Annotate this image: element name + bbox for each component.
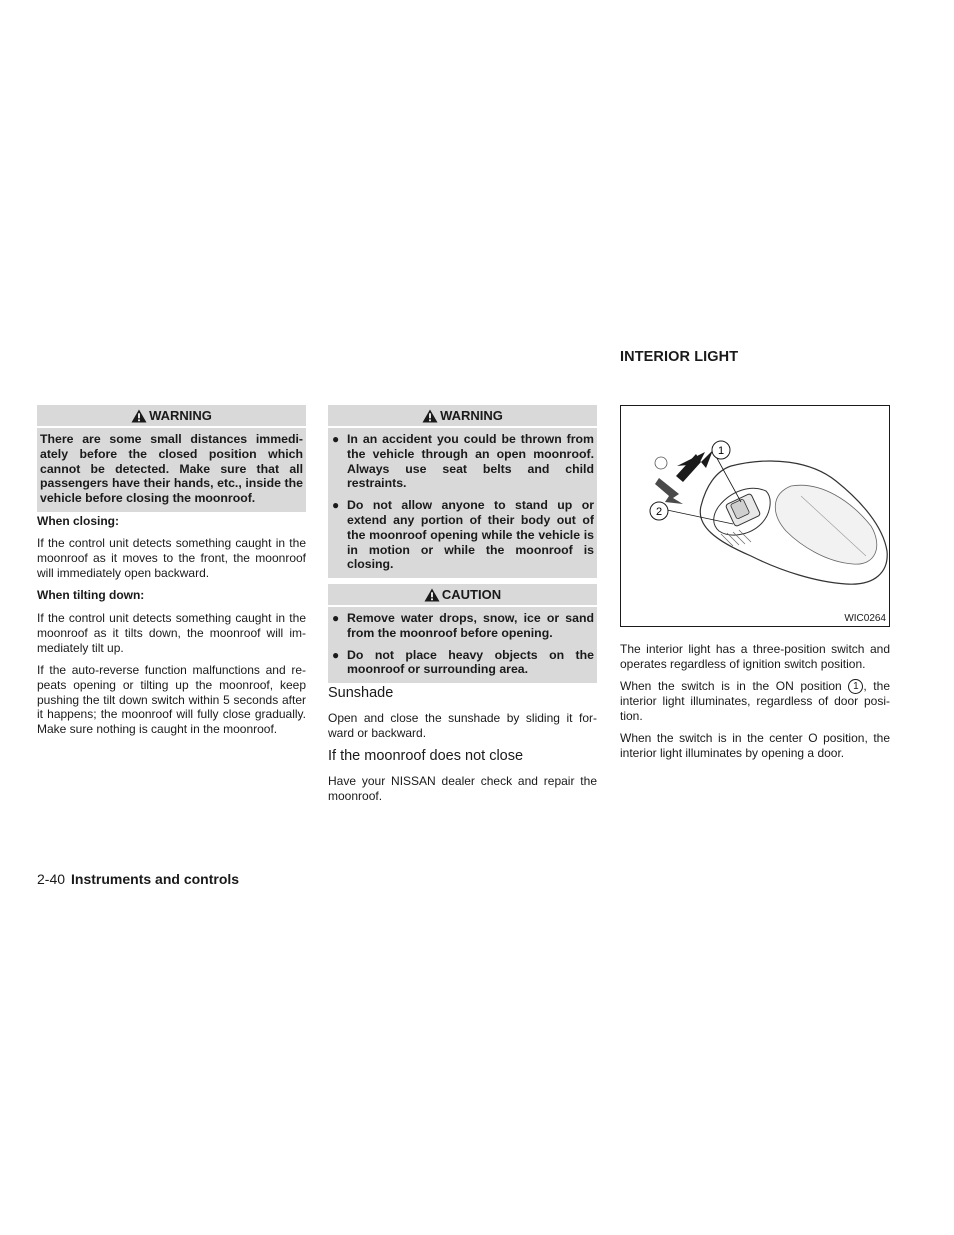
warning-item-text: Do not allow anyone to stand up or extend any portion of their body out of the moonroof opening while the vehicle is in motion or while the moonroof is closing.	[347, 498, 594, 572]
warning-box-accident	[328, 405, 597, 578]
para2-after: , the interior light illuminates, regardless of door posi-tion.	[620, 679, 890, 724]
interior-light-diagram	[621, 406, 889, 626]
interior-light-figure	[620, 405, 890, 627]
when-closing-text: If the control unit detects something caught in the moonroof as it moves to the front, the moonroof will immediately open backward.	[37, 536, 306, 580]
warning-header	[328, 405, 597, 428]
warning-text: There are some small distances immedi-ately before the closed position which cannot be detected. Make sure that all passengers have their hands, etc., inside the vehicle before closing the moonroof.	[40, 432, 303, 506]
figure-code: WIC0264	[844, 613, 886, 624]
warning-triangle-icon	[131, 409, 147, 423]
bullet-dot: ●	[332, 432, 340, 446]
callout-2: 2	[655, 506, 663, 518]
interior-light-para-2	[620, 679, 890, 724]
warning-label: WARNING	[149, 408, 212, 423]
warning-box-moonroof-closing	[37, 405, 306, 512]
caution-label: CAUTION	[441, 587, 502, 602]
when-tilting-heading: When tilting down:	[37, 588, 145, 602]
caution-item-text: Do not place heavy objects on the moonroof or surrounding area.	[347, 647, 594, 677]
para2-before: When the switch is in the ON position	[620, 679, 842, 693]
warning-item-text: In an accident you could be thrown from the vehicle through an open moonroof. Always use seat belts and child restraints.	[347, 432, 594, 491]
not-close-text: Have your NISSAN dealer check and repair the moonroof.	[328, 774, 597, 803]
interior-light-para-1: The interior light has a three-position switch and operates regardless of ignition switch position.	[620, 642, 890, 671]
page-number: 2-40	[37, 871, 66, 887]
interior-light-para-3: When the switch is in the center O position, the interior light illuminates by opening a door.	[620, 731, 890, 760]
when-closing-heading: When closing:	[37, 514, 119, 528]
footer-section: Instruments and controls	[71, 871, 240, 887]
caution-list	[328, 607, 597, 683]
warning-label: WARNING	[440, 408, 503, 423]
bullet-dot: ●	[332, 647, 340, 662]
bullet-dot: ●	[332, 611, 340, 625]
caution-item-text: Remove water drops, snow, ice or sand from the moonroof before opening.	[347, 611, 594, 640]
caution-triangle-icon	[424, 588, 440, 602]
when-tilting-text: If the control unit detects something caught in the moonroof as it tilts down, the moonroof will im-mediately tilt up.	[37, 611, 306, 655]
list-item	[331, 648, 594, 678]
section-title: INTERIOR LIGHT	[620, 349, 739, 365]
sunshade-heading: Sunshade	[328, 685, 394, 701]
list-item	[331, 498, 594, 572]
circled-number-1: 1	[848, 679, 863, 694]
warning-header	[37, 405, 306, 428]
list-item	[331, 611, 594, 641]
sunshade-text: Open and close the sunshade by sliding it for-ward or backward.	[328, 711, 597, 740]
page-footer	[37, 871, 239, 887]
warning-triangle-icon	[422, 409, 438, 423]
auto-reverse-text: If the auto-reverse function malfunctions and re-peats opening or tilting up the moonroof, keep pushing the tilt down switch within 5 seconds after it happens; the moonroof will fully close gradually. Make sure nothing is caught in the moonroof.	[37, 663, 306, 737]
list-item	[331, 432, 594, 491]
bullet-dot: ●	[332, 498, 340, 513]
warning-list	[328, 428, 597, 578]
caution-header	[328, 584, 597, 607]
caution-box	[328, 584, 597, 683]
not-close-heading: If the moonroof does not close	[328, 748, 524, 764]
callout-1: 1	[717, 445, 725, 457]
